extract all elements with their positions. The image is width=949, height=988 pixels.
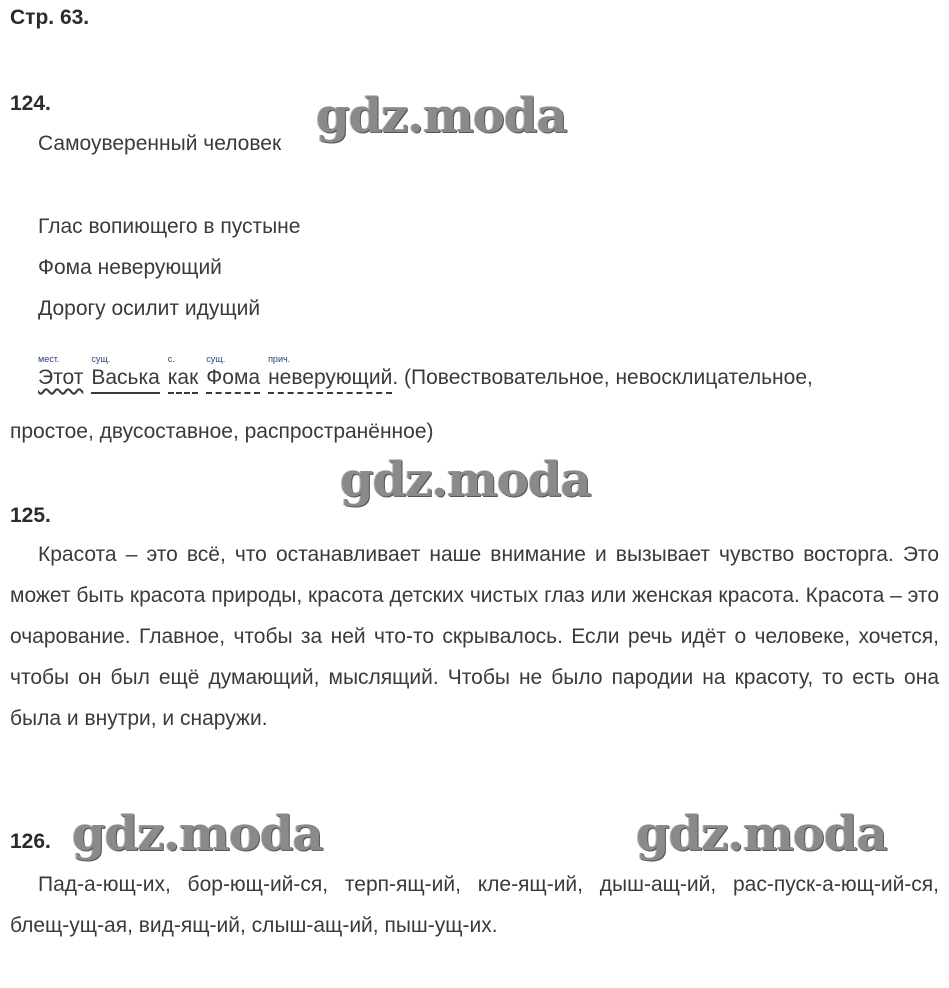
watermark-logo: gdz.moda xyxy=(72,806,323,862)
analysis-word xyxy=(91,354,160,394)
task-126-number: 126. xyxy=(10,830,51,853)
task-125-text: Красота – это всё, что останавливает наше внимание и вызывает чувство восторга. Это может быть красота природы, красота детских чистых глаз или женская красота. Красота – это очарование. Главное, чтобы за ней что-то скрывалось. Если речь идёт о человеке, хочется, чтобы он был ещё думающий, мыслящий. Чтобы не было пародии на красоту, то есть она была и внутри, и снаружи. xyxy=(10,543,939,730)
analysis-characteristics: . (Повествовательное, невосклицательное, xyxy=(392,366,813,389)
pos-tag: сущ. xyxy=(206,354,226,364)
word-text: как xyxy=(168,366,199,394)
page-reference: Стр. 63. xyxy=(10,6,90,29)
word-text: Этот xyxy=(38,366,84,389)
pos-tag: прич. xyxy=(268,354,291,364)
analysis-word xyxy=(206,354,261,394)
analysis-word xyxy=(268,354,393,394)
analysis-word xyxy=(167,354,199,394)
word-text: Васька xyxy=(91,366,159,394)
idiom-line-4: Дорогу осилит идущий xyxy=(38,297,261,320)
pos-tag: с. xyxy=(167,354,175,364)
watermark-logo: gdz.moda xyxy=(316,88,567,144)
watermark-logo: gdz.moda xyxy=(636,806,887,862)
pos-tag: сущ. xyxy=(91,354,111,364)
analysis-word xyxy=(38,354,84,392)
analysis-continuation: простое, двусоставное, распространённое) xyxy=(10,420,434,443)
pos-tag: мест. xyxy=(38,354,60,364)
sentence-analysis xyxy=(38,354,813,394)
task-126-text: Пад-а-ющ-их, бор-ющ-ий-ся, терп-ящ-ий, кле-ящ-ий, дыш-ащ-ий, рас-пуск-а-ющ-ий-ся, блещ-ущ-ая, вид-ящ-ий, слыш-ащ-ий, пыш-ущ-их. xyxy=(10,873,939,937)
task-125-number: 125. xyxy=(10,504,51,527)
word-text: неверующий xyxy=(268,366,392,394)
idiom-line-3: Фома неверующий xyxy=(38,256,222,279)
word-text: Фома xyxy=(206,366,260,394)
idiom-line-2: Глас вопиющего в пустыне xyxy=(38,215,301,238)
task-124-number: 124. xyxy=(10,92,51,115)
watermark-logo: gdz.moda xyxy=(340,452,591,508)
idiom-line-1: Самоуверенный человек xyxy=(38,132,282,155)
